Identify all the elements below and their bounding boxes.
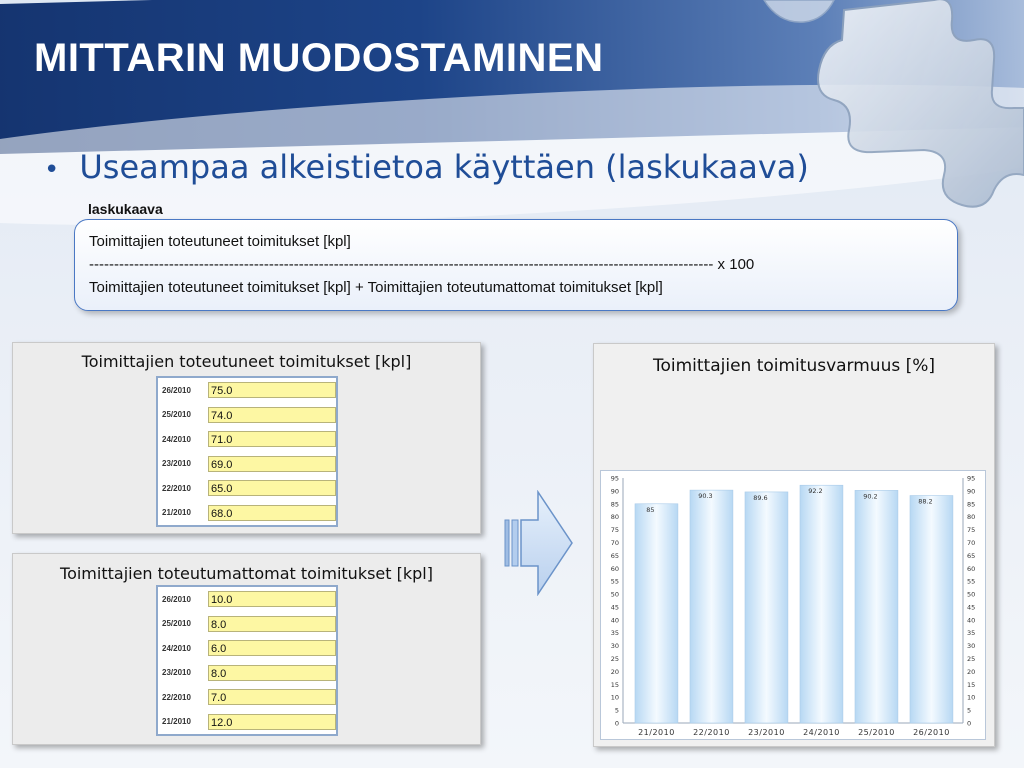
- y-tick-label: 40: [610, 616, 619, 625]
- y-tick-label: 70: [610, 538, 619, 547]
- y-tick-label: 90: [610, 487, 619, 496]
- y-tick-label: 75: [610, 526, 619, 535]
- panel-realized-deliveries: [12, 342, 481, 534]
- y-tick-label: 45: [610, 603, 619, 612]
- bar: [690, 490, 733, 723]
- row-week: 23/2010: [162, 459, 191, 469]
- y-tick-label: 10: [610, 693, 619, 702]
- y-tick-label-right: 35: [967, 629, 976, 638]
- y-tick-label: 35: [610, 629, 619, 638]
- data-label: 92.2: [808, 487, 823, 496]
- row-week: 23/2010: [162, 668, 191, 678]
- value-field[interactable]: 6.0: [208, 640, 336, 656]
- table-row: [158, 501, 336, 526]
- value-field[interactable]: 65.0: [208, 480, 336, 496]
- row-week: 26/2010: [162, 594, 191, 604]
- y-tick-label-right: 50: [967, 590, 976, 599]
- formula-box: [74, 219, 958, 311]
- table-row: [158, 636, 336, 661]
- value-field[interactable]: 8.0: [208, 616, 336, 632]
- chart-title: Toimittajien toimitusvarmuus [%]: [652, 356, 936, 376]
- value-field[interactable]: 7.0: [208, 689, 336, 705]
- row-week: 21/2010: [162, 508, 191, 518]
- panel-unrealized-deliveries: [12, 553, 481, 745]
- row-week: 25/2010: [162, 410, 191, 420]
- value-field[interactable]: 10.0: [208, 591, 336, 607]
- y-tick-label: 55: [610, 577, 619, 586]
- panel-title: Toimittajien toteutumattomat toimitukset [kpl]: [60, 564, 433, 583]
- value-field[interactable]: 8.0: [208, 665, 336, 681]
- x-tick-label: 26/2010: [913, 728, 950, 737]
- row-week: 21/2010: [162, 717, 191, 727]
- value-field[interactable]: 75.0: [208, 382, 336, 398]
- y-tick-label: 0: [614, 719, 619, 728]
- table-row: [158, 427, 336, 452]
- y-tick-label: 20: [610, 667, 619, 676]
- y-tick-label-right: 75: [967, 526, 976, 535]
- y-tick-label-right: 15: [967, 680, 976, 689]
- row-week: 24/2010: [162, 643, 191, 653]
- table-row: [158, 710, 336, 735]
- y-tick-label-right: 65: [967, 551, 976, 560]
- formula-divider: ----------------------------------------------------------------------------------------------------------------------------- x 100: [89, 256, 755, 273]
- slide-title: MITTARIN MUODOSTAMINEN: [34, 36, 604, 80]
- y-tick-label: 85: [610, 500, 619, 509]
- y-tick-label-right: 80: [967, 513, 976, 522]
- row-week: 22/2010: [162, 483, 191, 493]
- right-arrow-icon: [504, 490, 574, 596]
- y-tick-label-right: 45: [967, 603, 976, 612]
- bar: [745, 492, 788, 723]
- bar-chart: [601, 471, 985, 739]
- y-tick-label-right: 25: [967, 655, 976, 664]
- bar: [635, 504, 678, 723]
- formula-denominator: Toimittajien toteutuneet toimitukset [kpl] + Toimittajien toteutumattomat toimitukset [kpl]: [89, 279, 663, 296]
- y-tick-label-right: 5: [967, 706, 972, 715]
- row-week: 25/2010: [162, 619, 191, 629]
- y-tick-label-right: 30: [967, 642, 976, 651]
- data-label: 90.2: [863, 492, 878, 501]
- formula-numerator: Toimittajien toteutuneet toimitukset [kpl]: [89, 233, 351, 250]
- x-tick-label: 25/2010: [858, 728, 895, 737]
- table-row: [158, 661, 336, 686]
- value-field[interactable]: 12.0: [208, 714, 336, 730]
- table-row: [158, 685, 336, 710]
- y-tick-label: 95: [610, 474, 619, 483]
- value-field[interactable]: 68.0: [208, 505, 336, 521]
- table-row: [158, 378, 336, 403]
- y-tick-label-right: 90: [967, 487, 976, 496]
- x-tick-label: 21/2010: [638, 728, 675, 737]
- data-label: 89.6: [753, 493, 768, 502]
- value-field[interactable]: 69.0: [208, 456, 336, 472]
- unrealized-table: [156, 585, 338, 736]
- chart-panel: [593, 343, 995, 747]
- table-row: [158, 403, 336, 428]
- table-row: [158, 612, 336, 637]
- y-tick-label-right: 10: [967, 693, 976, 702]
- panel-title: Toimittajien toteutuneet toimitukset [kpl]: [81, 352, 412, 371]
- y-tick-label: 80: [610, 513, 619, 522]
- bar: [910, 496, 953, 723]
- data-label: 85: [646, 505, 655, 514]
- y-tick-label-right: 70: [967, 538, 976, 547]
- bar: [800, 485, 843, 723]
- y-tick-label-right: 55: [967, 577, 976, 586]
- bullet-point: [44, 148, 809, 186]
- value-field[interactable]: 74.0: [208, 407, 336, 423]
- y-tick-label-right: 60: [967, 564, 976, 573]
- row-week: 22/2010: [162, 692, 191, 702]
- y-tick-label-right: 20: [967, 667, 976, 676]
- formula-label: laskukaava: [88, 201, 163, 217]
- y-tick-label: 60: [610, 564, 619, 573]
- realized-table: [156, 376, 338, 527]
- x-tick-label: 23/2010: [748, 728, 785, 737]
- puzzle-piece-icon: [724, 0, 1024, 230]
- table-row: [158, 587, 336, 612]
- bar: [855, 490, 898, 723]
- table-row: [158, 452, 336, 477]
- x-tick-label: 24/2010: [803, 728, 840, 737]
- row-week: 24/2010: [162, 434, 191, 444]
- y-tick-label: 25: [610, 655, 619, 664]
- data-label: 90.3: [698, 492, 713, 501]
- bullet-dot: •: [44, 155, 60, 185]
- row-week: 26/2010: [162, 385, 191, 395]
- y-tick-label: 65: [610, 551, 619, 560]
- y-tick-label: 5: [614, 706, 619, 715]
- y-tick-label: 30: [610, 642, 619, 651]
- y-tick-label: 15: [610, 680, 619, 689]
- value-field[interactable]: 71.0: [208, 431, 336, 447]
- data-label: 88.2: [918, 497, 933, 506]
- y-tick-label-right: 40: [967, 616, 976, 625]
- x-tick-label: 22/2010: [693, 728, 730, 737]
- y-tick-label-right: 95: [967, 474, 976, 483]
- y-tick-label-right: 0: [967, 719, 972, 728]
- table-row: [158, 476, 336, 501]
- y-tick-label: 50: [610, 590, 619, 599]
- y-tick-label-right: 85: [967, 500, 976, 509]
- bullet-text: Useampaa alkeistietoa käyttäen (laskukaava): [79, 148, 809, 186]
- chart-frame: [600, 470, 986, 740]
